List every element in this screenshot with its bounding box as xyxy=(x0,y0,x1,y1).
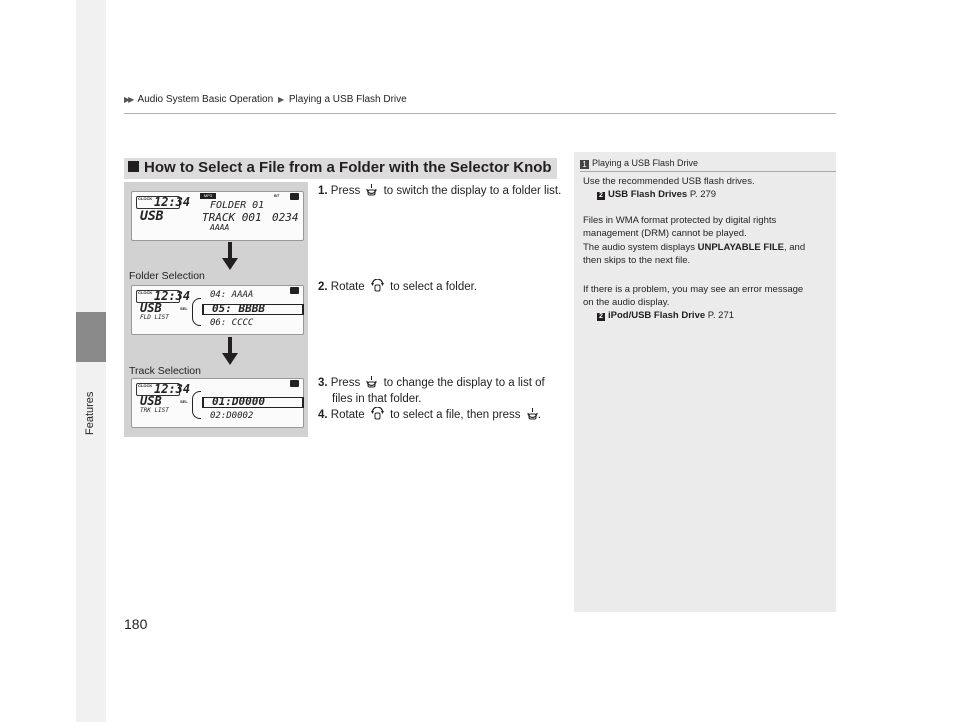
step-text-continued: files in that folder. xyxy=(332,393,422,405)
step-number: 3. xyxy=(318,377,328,389)
section-heading xyxy=(128,159,552,176)
lcd-display-folder-list xyxy=(131,285,304,335)
lcd-source: USB xyxy=(140,209,164,224)
lcd-list-mode: TRK LIST xyxy=(140,407,169,414)
press-knob-icon xyxy=(527,408,538,420)
note-paragraph: management (DRM) cannot be played. xyxy=(583,228,747,239)
side-tab-label: Features xyxy=(84,391,96,435)
note-paragraph: If there is a problem, you may see an error message xyxy=(583,284,804,295)
bt-badge: BT xyxy=(274,193,280,198)
down-arrow-icon xyxy=(222,337,238,365)
list-bracket xyxy=(192,298,201,326)
clock-label: CLOCK xyxy=(138,196,153,201)
caption-track-selection: Track Selection xyxy=(129,365,201,377)
note-status-text: UNPLAYABLE FILE xyxy=(697,242,784,253)
step-text: to change the display to a list of xyxy=(383,377,545,389)
breadcrumb-arrow-icon: ▶ xyxy=(277,95,285,104)
reference-page: P. 271 xyxy=(707,310,735,321)
lcd-time: 0234 xyxy=(272,211,299,224)
step-text: to select a folder. xyxy=(390,281,478,293)
lcd-list-item: 02:D0002 xyxy=(210,411,254,421)
reference-title: iPod/USB Flash Drive xyxy=(608,310,706,321)
rotate-knob-icon xyxy=(371,407,384,420)
step-text: to switch the display to a folder list. xyxy=(383,185,562,197)
step-text: Press xyxy=(330,185,361,197)
reference-page: P. 279 xyxy=(689,189,717,200)
step-number: 4. xyxy=(318,409,328,421)
lcd-list-mode: FLD LIST xyxy=(140,314,169,321)
note-text: , and xyxy=(784,242,806,253)
reference-arrow-icon: 2 xyxy=(597,313,605,321)
lcd-source: USB xyxy=(140,394,162,408)
step-text: to select a file, then press xyxy=(390,409,521,421)
note-paragraph: Files in WMA format protected by digital rights xyxy=(583,215,777,226)
step-number: 2. xyxy=(318,281,328,293)
note-heading xyxy=(580,158,698,169)
sel-label: SEL xyxy=(180,306,188,311)
audio-source-icon xyxy=(290,287,299,294)
lcd-track: TRACK 001 xyxy=(202,211,262,224)
rotate-knob-icon xyxy=(371,279,384,292)
step-text: . xyxy=(537,409,541,421)
header-divider xyxy=(124,113,836,114)
step-text: Press xyxy=(330,377,361,389)
reference-arrow-icon: 2 xyxy=(597,192,605,200)
note-reference-link[interactable] xyxy=(597,310,734,322)
note-marker-icon: 1 xyxy=(580,160,589,169)
lcd-list-item: 06: CCCC xyxy=(210,318,254,328)
page-number: 180 xyxy=(124,616,148,632)
lcd-list-item-selected: 01:D0000 xyxy=(212,395,265,408)
step-4 xyxy=(318,407,541,423)
step-number: 1. xyxy=(318,185,328,197)
lcd-display-track-list xyxy=(131,378,304,428)
lcd-source: USB xyxy=(140,301,162,315)
note-reference-link[interactable] xyxy=(597,189,716,201)
breadcrumb-arrow-icon: ▶▶ xyxy=(124,95,133,104)
square-bullet-icon xyxy=(128,161,139,172)
press-knob-icon xyxy=(366,376,377,388)
display-figure xyxy=(124,182,308,437)
lcd-clock: 12:34 xyxy=(154,382,191,396)
breadcrumb-item-usb[interactable]: Playing a USB Flash Drive xyxy=(288,94,407,105)
step-text: Rotate xyxy=(330,281,365,293)
step-2 xyxy=(318,279,477,295)
side-tab-marker xyxy=(76,312,106,362)
note-paragraph: then skips to the next file. xyxy=(583,255,691,266)
note-divider xyxy=(580,171,836,172)
audio-source-icon xyxy=(290,380,299,387)
list-bracket xyxy=(192,391,201,419)
step-text: Rotate xyxy=(330,409,365,421)
note-text: The audio system displays xyxy=(583,242,695,253)
step-1 xyxy=(318,183,561,199)
down-arrow-icon xyxy=(222,242,238,270)
mp3-badge: MP3 xyxy=(200,193,216,199)
note-paragraph: Use the recommended USB flash drives. xyxy=(583,176,755,187)
audio-source-icon xyxy=(290,193,299,200)
lcd-list-item-selected: 05: BBBB xyxy=(212,302,265,315)
press-knob-icon xyxy=(366,184,377,196)
lcd-title: AAAA xyxy=(210,223,230,232)
sel-label: SEL xyxy=(180,399,188,404)
section-title: How to Select a File from a Folder with the Selector Knob xyxy=(144,159,552,176)
reference-title: USB Flash Drives xyxy=(608,189,688,200)
breadcrumb-item-audio-system[interactable]: Audio System Basic Operation xyxy=(137,94,274,105)
step-3 xyxy=(318,375,545,407)
lcd-clock: 12:34 xyxy=(154,289,191,303)
lcd-display-playback xyxy=(131,191,304,241)
lcd-clock: 12:34 xyxy=(154,195,191,209)
lcd-folder: FOLDER 01 xyxy=(210,200,265,211)
clock-label: CLOCK xyxy=(138,290,153,295)
clock-label: CLOCK xyxy=(138,383,153,388)
breadcrumb xyxy=(124,94,407,105)
caption-folder-selection: Folder Selection xyxy=(129,270,205,282)
lcd-list-item: 04: AAAA xyxy=(210,290,254,300)
note-paragraph xyxy=(583,242,805,254)
note-heading-text: Playing a USB Flash Drive xyxy=(592,158,699,168)
note-paragraph: on the audio display. xyxy=(583,297,670,308)
